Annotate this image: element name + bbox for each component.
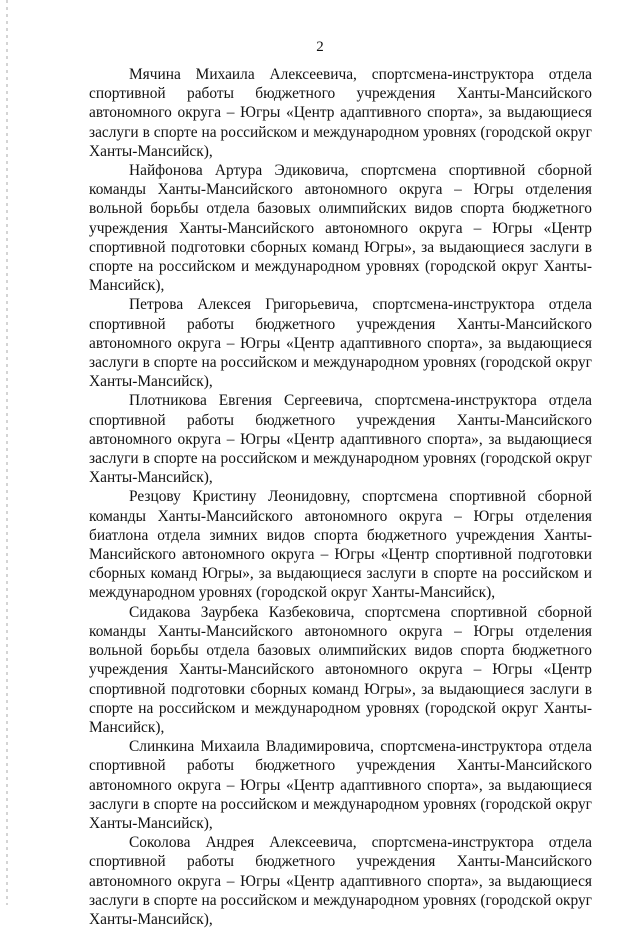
scan-edge-line — [6, 0, 8, 905]
award-entry-8: Соколова Андрея Алексеевича, спортсмена-инструктора отдела спортивной работы бюджетного учреждения Ханты-Мансийского автономного округа – Югры «Центр адаптивного спорта», за выдающиеся заслуги в спорте на российском и международном уровнях (городской округ Ханты-Мансийск), — [89, 834, 592, 928]
award-entry-2: Найфонова Артура Эдиковича, спортсмена спортивной сборной команды Ханты-Мансийского автономного округа – Югры отделения вольной борьбы отдела базовых олимпийских видов спорта бюджетного учреждения Ханты-Мансийского автономного округа – Югры «Центр спортивной подготовки сборных команд Югры», за выдающиеся заслуги в спорте на российском и международном уровнях (городской округ Ханты-Мансийск), — [89, 162, 592, 295]
award-entry-1: Мячина Михаила Алексеевича, спортсмена-инструктора отдела спортивной работы бюджетного учреждения Ханты-Мансийского автономного округа – Югры «Центр адаптивного спорта», за выдающиеся заслуги в спорте на российском и международном уровнях (городской округ Ханты-Мансийск), — [89, 66, 592, 160]
award-entry-7: Слинкина Михаила Владимировича, спортсмена-инструктора отдела спортивной работы бюджетного учреждения Ханты-Мансийского автономного округа – Югры «Центр адаптивного спорта», за выдающиеся заслуги в спорте на российском и международном уровнях (городской округ Ханты-Мансийск), — [89, 738, 592, 832]
award-entry-3: Петрова Алексея Григорьевича, спортсмена-инструктора отдела спортивной работы бюджетного учреждения Ханты-Мансийского автономного округа – Югры «Центр адаптивного спорта», за выдающиеся заслуги в спорте на российском и международном уровнях (городской округ Ханты-Мансийск), — [89, 296, 592, 391]
award-entry-6: Сидакова Заурбека Казбековича, спортсмена спортивной сборной команды Ханты-Мансийского автономного округа – Югры отделения вольной борьбы отдела базовых олимпийских видов спорта бюджетного учреждения Ханты-Мансийского автономного округа – Югры «Центр спортивной подготовки сборных команд Югры», за выдающиеся заслуги в спорте на российском и международном уровнях (городской округ Ханты-Мансийск), — [89, 603, 592, 736]
award-entry-5: Резцову Кристину Леонидовну, спортсмена спортивной сборной команды Ханты-Мансийского автономного округа – Югры отделения биатлона отдела зимних видов спорта бюджетного учреждения Ханты-Мансийского автономного округа – Югры «Центр спортивной подготовки сборных команд Югры», за выдающиеся заслуги в спорте на российском и международном уровнях (городской округ Ханты-Мансийск), — [89, 488, 592, 602]
page-number: 2 — [316, 39, 324, 55]
award-entry-4: Плотникова Евгения Сергеевича, спортсмена-инструктора отдела спортивной работы бюджетного учреждения Ханты-Мансийского автономного округа – Югры «Центр адаптивного спорта», за выдающиеся заслуги в спорте на российском и международном уровнях (городской округ Ханты-Мансийск), — [89, 392, 592, 487]
document-body — [89, 65, 592, 929]
